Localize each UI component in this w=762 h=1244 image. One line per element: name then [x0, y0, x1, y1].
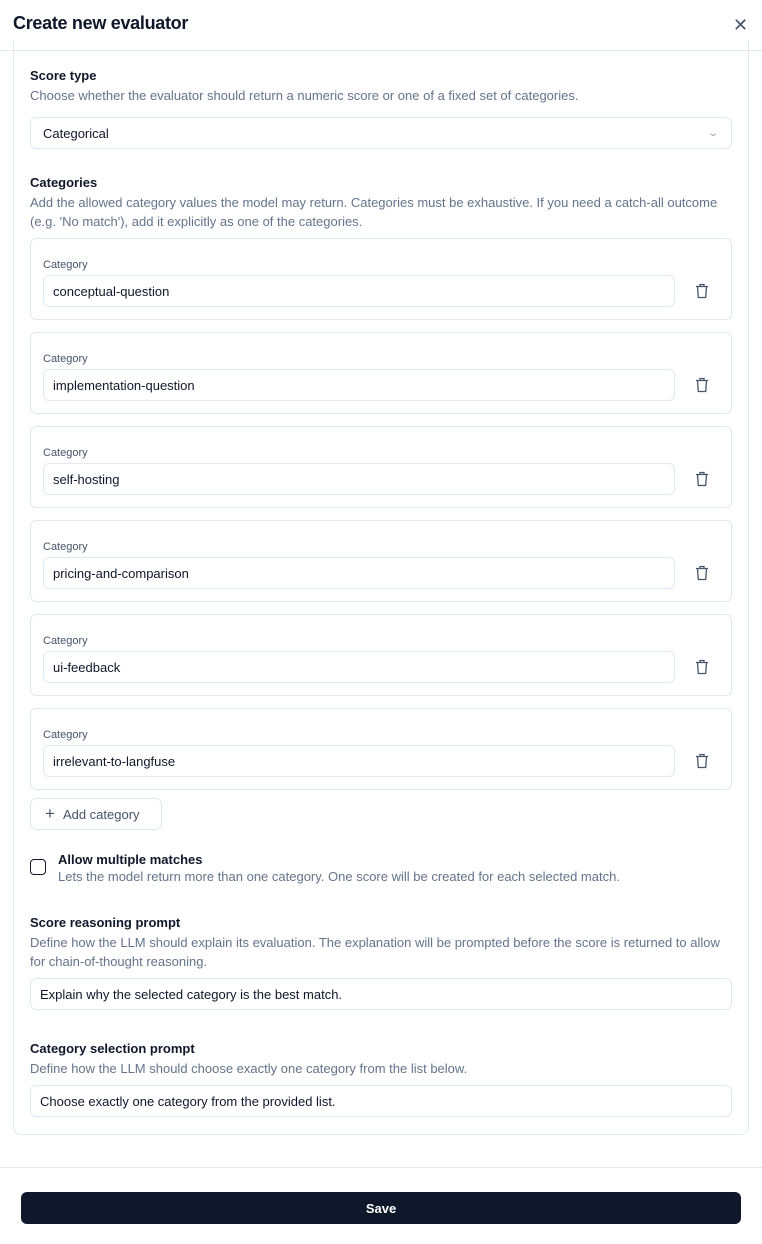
category-input[interactable]: ui-feedback — [43, 651, 675, 683]
categories-section — [30, 175, 732, 231]
trash-icon[interactable] — [695, 565, 709, 581]
selection-prompt-input[interactable]: Choose exactly one category from the provided list. — [30, 1085, 732, 1117]
trash-icon[interactable] — [695, 471, 709, 487]
add-category-button[interactable] — [30, 798, 162, 830]
plus-icon: + — [45, 804, 55, 823]
category-label: Category — [43, 353, 88, 365]
reasoning-prompt-input[interactable]: Explain why the selected category is the best match. — [30, 978, 732, 1010]
category-item — [30, 520, 732, 602]
category-label: Category — [43, 635, 88, 647]
dialog-title: Create new evaluator — [13, 13, 189, 33]
category-item — [30, 332, 732, 414]
category-input[interactable]: irrelevant-to-langfuse — [43, 745, 675, 777]
chevron-down-icon: ⌄ — [706, 127, 719, 139]
score-type-select[interactable] — [30, 117, 732, 149]
category-label: Category — [43, 259, 88, 271]
category-label: Category — [43, 447, 88, 459]
allow-multiple-label: Allow multiple matches — [58, 852, 203, 867]
category-item — [30, 708, 732, 790]
reasoning-section — [30, 915, 732, 1010]
category-input[interactable]: conceptual-question — [43, 275, 675, 307]
category-item — [30, 426, 732, 508]
reasoning-label: Score reasoning prompt — [30, 915, 181, 930]
allow-multiple-checkbox[interactable] — [30, 859, 46, 875]
category-label: Category — [43, 541, 88, 553]
trash-icon[interactable] — [695, 377, 709, 393]
score-type-label: Score type — [30, 68, 97, 83]
categories-label: Categories — [30, 175, 98, 190]
allow-multiple-description: Lets the model return more than one category. One score will be created for each selected match. — [58, 869, 620, 884]
score-type-description: Choose whether the evaluator should return a numeric score or one of a fixed set of categories. — [30, 88, 579, 103]
trash-icon[interactable] — [695, 753, 709, 769]
add-category-label: Add category — [62, 806, 140, 822]
trash-icon[interactable] — [695, 659, 709, 675]
category-input[interactable]: pricing-and-comparison — [43, 557, 675, 589]
category-input[interactable]: implementation-question — [43, 369, 675, 401]
category-input[interactable]: self-hosting — [43, 463, 675, 495]
category-item — [30, 238, 732, 320]
allow-multiple-section — [58, 852, 738, 886]
selection-label: Category selection prompt — [30, 1041, 195, 1056]
score-type-section — [30, 68, 732, 149]
score-type-value: Categorical — [43, 125, 109, 141]
save-button[interactable]: Save — [21, 1192, 741, 1224]
trash-icon[interactable] — [695, 283, 709, 299]
category-item — [30, 614, 732, 696]
categories-description: Add the allowed category values the model may return. Categories must be exhaustive. If you need a catch-all outcome (e.g. 'No match'), add it explicitly as one of the categories. — [30, 195, 718, 229]
close-icon[interactable]: ✕ — [733, 15, 749, 35]
category-label: Category — [43, 729, 88, 741]
reasoning-description: Define how the LLM should explain its evaluation. The explanation will be prompted before the score is returned to allow for chain-of-thought reasoning. — [30, 935, 720, 969]
selection-description: Define how the LLM should choose exactly one category from the list below. — [30, 1061, 468, 1076]
selection-section — [30, 1041, 732, 1117]
